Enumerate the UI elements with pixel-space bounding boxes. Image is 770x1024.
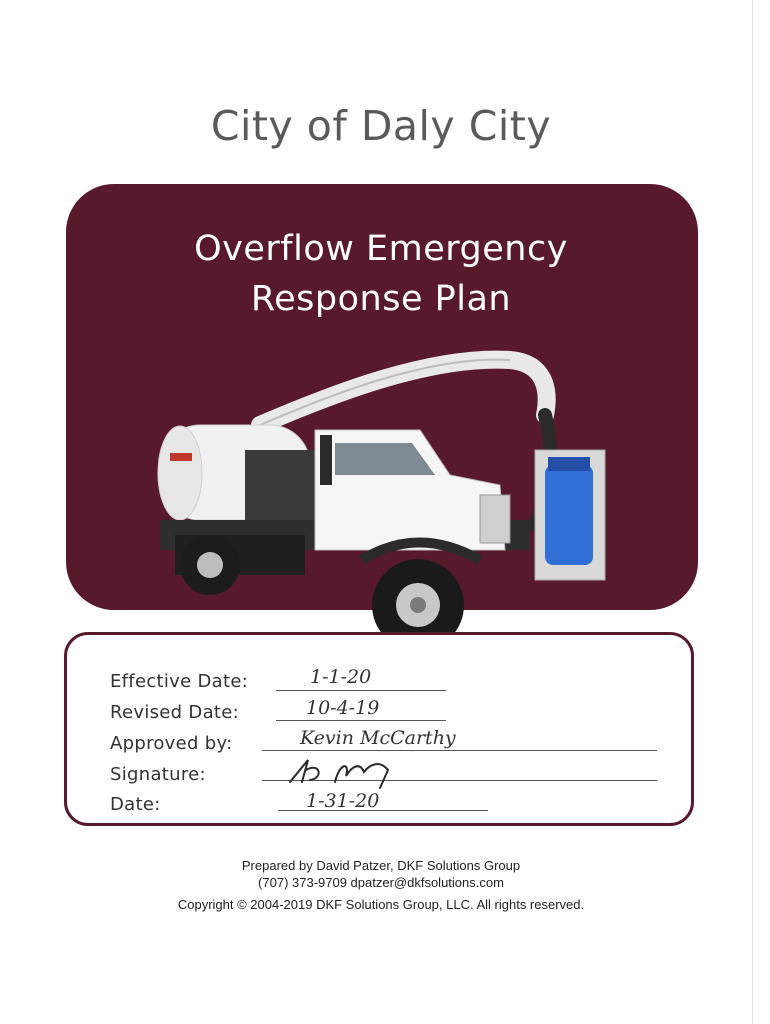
date-label: Date: bbox=[110, 794, 161, 815]
approved-by-value: Kevin McCarthy bbox=[300, 727, 456, 749]
revised-date-line bbox=[276, 720, 446, 721]
approved-by-line bbox=[262, 750, 657, 751]
plan-title-line-1: Overflow Emergency bbox=[194, 229, 568, 269]
revised-date-label: Revised Date: bbox=[110, 702, 240, 723]
date-value: 1-31-20 bbox=[306, 790, 380, 812]
revised-date-value: 10-4-19 bbox=[306, 697, 380, 719]
contact-info: (707) 373-9709 dpatzer@dkfsolutions.com bbox=[258, 875, 504, 890]
prepared-by: Prepared by David Patzer, DKF Solutions Group bbox=[241, 858, 521, 873]
plan-title-line-2: Response Plan bbox=[250, 279, 512, 319]
plan-title bbox=[0, 224, 762, 324]
vacuum-truck-image bbox=[150, 335, 630, 655]
city-title: City of Daly City bbox=[210, 102, 552, 150]
approved-by-label: Approved by: bbox=[110, 733, 233, 754]
copyright: Copyright © 2004-2019 DKF Solutions Group, LLC. All rights reserved. bbox=[177, 897, 585, 912]
effective-date-value: 1-1-20 bbox=[310, 666, 372, 688]
effective-date-label: Effective Date: bbox=[110, 671, 249, 692]
effective-date-line bbox=[276, 690, 446, 691]
signature-label: Signature: bbox=[110, 764, 206, 785]
handwritten-signature bbox=[280, 752, 400, 792]
